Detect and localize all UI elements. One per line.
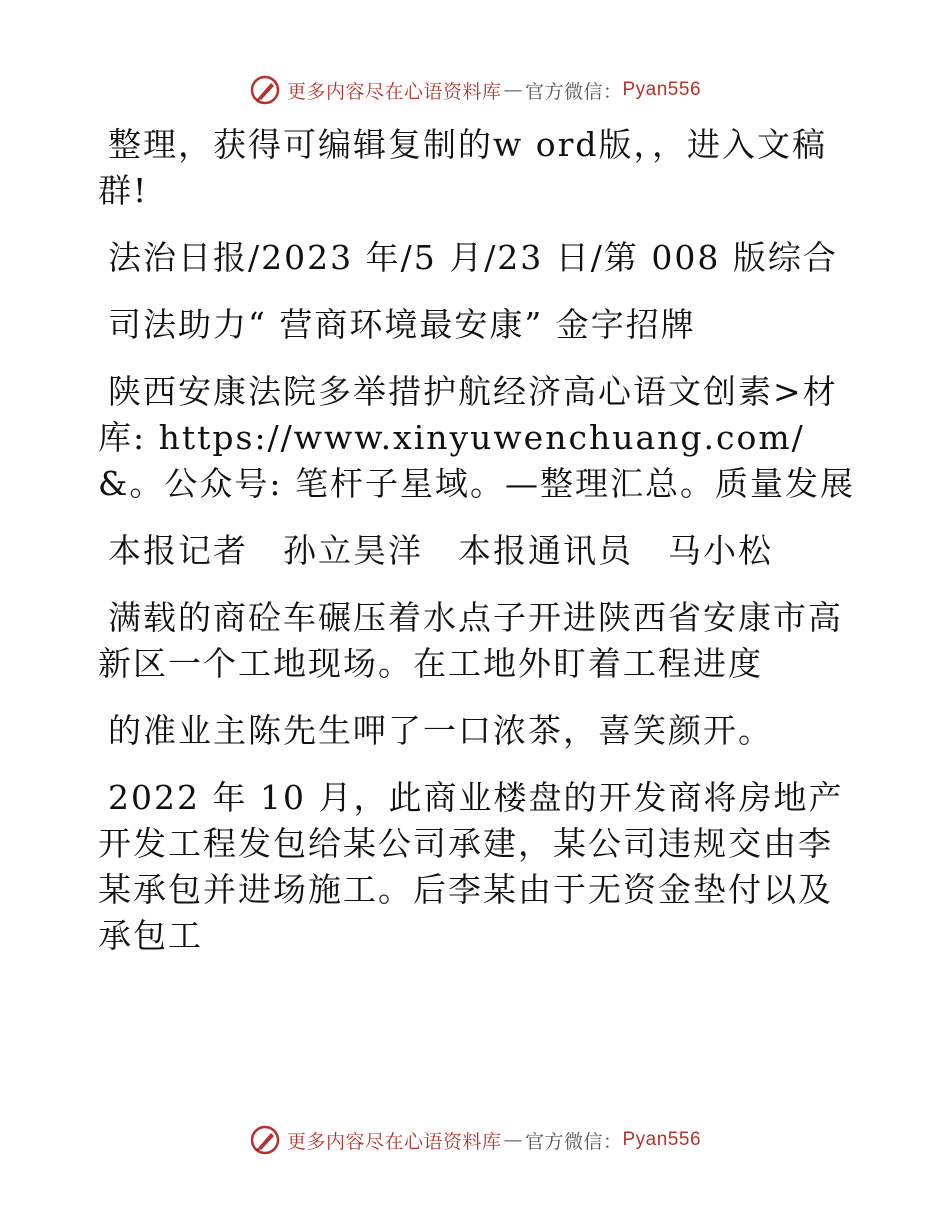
watermark-label: 官方微信： <box>524 1130 623 1153</box>
document-body <box>98 122 858 980</box>
quill-pen-seal-icon <box>249 1124 281 1156</box>
watermark-label: 官方微信： <box>524 80 623 103</box>
paragraph-subheadline: 陕西安康法院多举措护航经济高心语文创素>材库: https://www.xinyuwenchuang.com/&。公众号: 笔杆子星域。—整理汇总。质量发展 <box>98 372 855 503</box>
paragraph-body-3: 2022 年 10 月，此商业楼盘的开发商将房地产开发工程发包给某公司承建，某公司违规交由李某承包并进场施工。后李某由于无资金垫付以及承包工 <box>98 778 844 955</box>
paragraph-byline: 本报记者 孙立昊洋 本报通讯员 马小松 <box>108 531 773 570</box>
paragraph-headline: 司法助力“ 营商环境最安康” 金字招牌 <box>108 305 696 344</box>
watermark-separator: — <box>503 1129 523 1151</box>
watermark-main-text: 更多内容尽在心语资料库 <box>286 80 502 103</box>
watermark-separator: — <box>503 79 523 101</box>
paragraph-source: 法治日报/2023 年/5 月/23 日/第 008 版综合 <box>108 238 838 277</box>
quill-pen-seal-icon <box>249 74 281 106</box>
watermark-handle: Pyan556 <box>622 1129 702 1150</box>
paragraph-body-2: 的准业主陈先生呷了一口浓茶，喜笑颜开。 <box>108 711 773 750</box>
footer-watermark <box>0 1122 950 1158</box>
watermark-main-text: 更多内容尽在心语资料库 <box>286 1130 502 1153</box>
paragraph-body-1: 满载的商砼车碾压着水点子开进陕西省安康市高新区一个工地现场。在工地外盯着工程进度 <box>98 598 843 683</box>
watermark-handle: Pyan556 <box>622 79 702 100</box>
header-watermark <box>0 72 950 108</box>
paragraph-intro: 整理，获得可编辑复制的w ord版，，进入文稿群! <box>98 125 828 210</box>
